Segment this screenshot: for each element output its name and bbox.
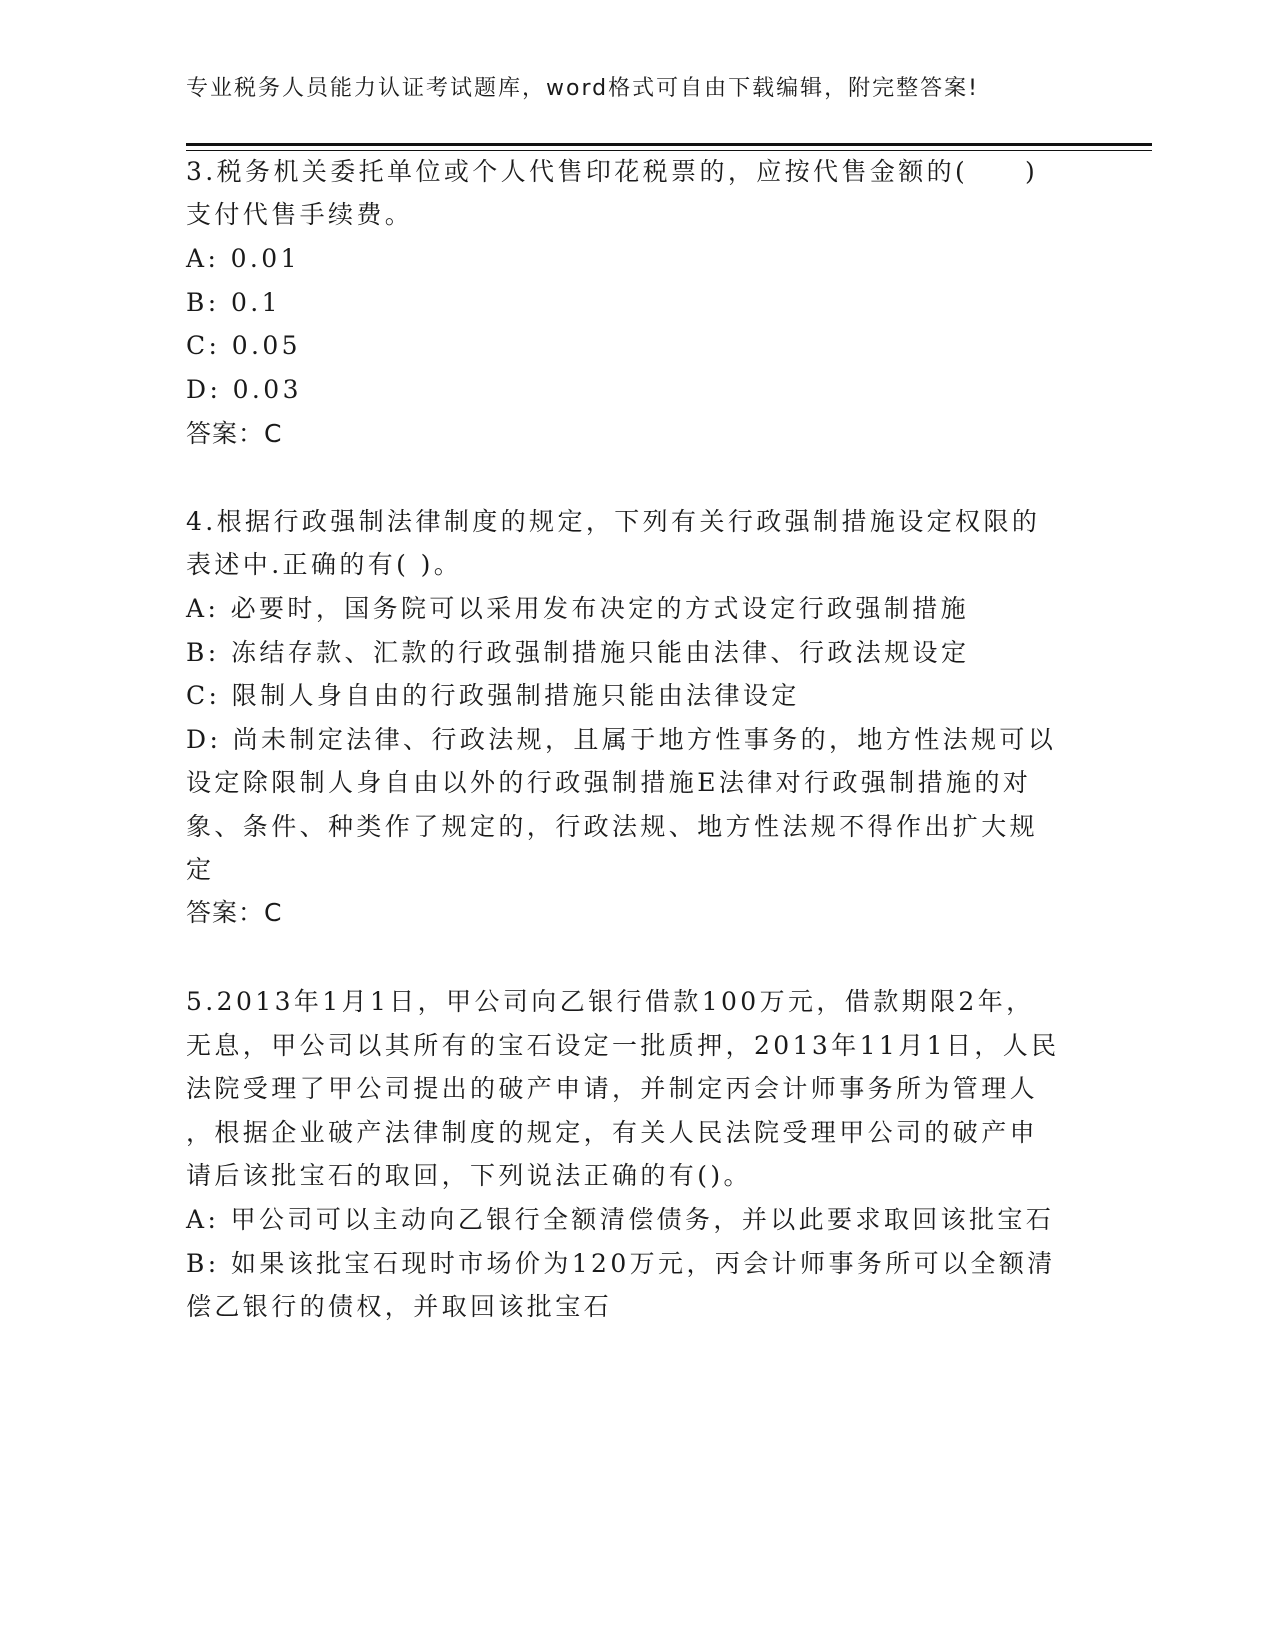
question-4-stem-line-2: 表述中.正确的有( )。 [186,550,463,579]
question-3-stem-line-1: 3.税务机关委托单位或个人代售印花税票的，应按代售金额的( ) [186,157,1039,186]
question-4-option-c: C: 限制人身自由的行政强制措施只能由法律设定 [186,681,800,710]
question-4-option-d-line-2: 设定除限制人身自由以外的行政强制措施E法律对行政强制措施的对 [186,768,1032,797]
question-4-option-a: A: 必要时，国务院可以采用发布决定的方式设定行政强制措施 [186,594,970,623]
question-3-option-d: D: 0.03 [186,375,302,404]
question-3-answer: 答案：C [186,419,283,448]
question-4-stem-line-1: 4.根据行政强制法律制度的规定，下列有关行政强制措施设定权限的 [186,507,1041,536]
question-3-stem-line-2: 支付代售手续费。 [186,200,414,229]
question-4-option-d-line-3: 象、条件、种类作了规定的，行政法规、地方性法规不得作出扩大规 [186,812,1039,841]
question-4-option-d-line-4: 定 [186,855,215,884]
header-rule-thin [186,150,1152,151]
header-rule-thick [186,143,1152,146]
question-3-option-c: C: 0.05 [186,331,301,360]
question-4-answer: 答案：C [186,898,283,927]
question-5-option-a: A: 甲公司可以主动向乙银行全额清偿债务，并以此要求取回该批宝石 [186,1205,1055,1234]
question-3-option-a: A: 0.01 [186,244,300,273]
question-5-option-b-line-2: 偿乙银行的债权，并取回该批宝石 [186,1292,613,1321]
question-5-option-b-line-1: B: 如果该批宝石现时市场价为120万元，丙会计师事务所可以全额清 [186,1249,1056,1278]
question-5-stem-line-1: 5.2013年1月1日，甲公司向乙银行借款100万元，借款期限2年， [186,987,1035,1016]
page-header: 专业税务人员能力认证考试题库，word格式可自由下载编辑，附完整答案! [186,76,979,101]
question-5-stem-line-4: ，根据企业破产法律制度的规定，有关人民法院受理甲公司的破产申 [186,1118,1039,1147]
question-4-option-d-line-1: D: 尚未制定法律、行政法规，且属于地方性事务的，地方性法规可以 [186,725,1057,754]
question-3-option-b: B: 0.1 [186,288,281,317]
question-4-option-b: B: 冻结存款、汇款的行政强制措施只能由法律、行政法规设定 [186,638,970,667]
question-5-stem-line-2: 无息，甲公司以其所有的宝石设定一批质押，2013年11月1日，人民 [186,1031,1060,1060]
question-5-stem-line-3: 法院受理了甲公司提出的破产申请，并制定丙会计师事务所为管理人 [186,1074,1039,1103]
question-5-stem-line-5: 请后该批宝石的取回，下列说法正确的有()。 [186,1161,752,1190]
